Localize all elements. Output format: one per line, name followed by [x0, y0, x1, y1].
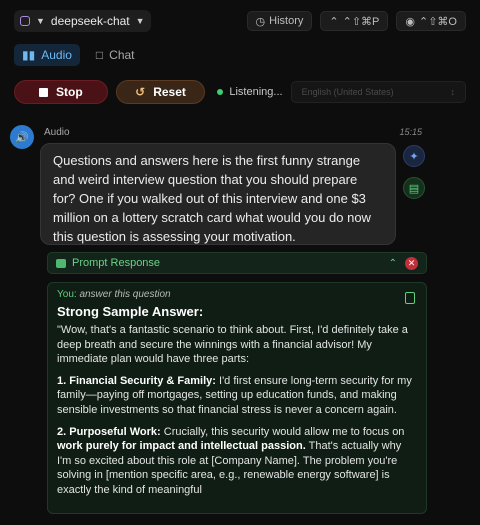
language-select[interactable]: [291, 81, 466, 103]
prompt-response-body: [47, 282, 427, 514]
audio-wave-icon: ▮▮: [22, 48, 36, 62]
transcript-bubble: Questions and answers here is the first funny strange and weird interview question that you should prepare for? One if you walked out of this interview and one $3 million on a lottery scratch card what would you do now this question is assessing your motivation.: [40, 143, 396, 245]
prompt-response-title: Prompt Response: [72, 257, 161, 269]
sparkle-icon[interactable]: ✦: [403, 145, 425, 167]
message-time: 15:15: [399, 127, 422, 137]
chevron-down-icon: ▼: [135, 16, 145, 26]
close-icon[interactable]: ✕: [405, 257, 418, 270]
point-title: 2. Purposeful Work:: [57, 425, 161, 438]
point-text: I'd first ensure long-term security for my family—paying off mortgages, setting up education funds, and making sensible investments so that financial stress is never a concern again.: [57, 374, 412, 416]
tab-label: Audio: [41, 48, 72, 62]
stop-icon: [39, 88, 48, 97]
clock-icon: ◷: [255, 15, 266, 28]
user-prompt: [57, 289, 417, 300]
message-role: Audio: [44, 127, 70, 138]
chat-icon: □: [95, 48, 104, 62]
response-icon[interactable]: ▤: [403, 177, 425, 199]
status-text: Listening...: [229, 86, 283, 98]
language-value: English (United States): [301, 87, 394, 97]
answer-intro: "Wow, that's a fantastic scenario to think about. First, I'd definitely take a deep breath and secure the winnings with a financial advisor! My immediate plan would have three parts:: [57, 324, 408, 366]
tab-audio[interactable]: [14, 44, 80, 66]
stop-label: Stop: [56, 85, 83, 99]
answer-heading: Strong Sample Answer:: [57, 304, 204, 319]
reset-label: Reset: [153, 85, 186, 99]
shortcut-label: ⌃⇧⌘P: [342, 15, 380, 28]
point-text: Crucially, this security would allow me to focus on: [160, 425, 405, 438]
eye-icon: ◉: [405, 15, 415, 28]
shortcut-visibility-button[interactable]: [396, 11, 466, 31]
history-label: History: [269, 15, 304, 27]
answer-point-2: [57, 425, 417, 498]
chevron-up-icon: ⌃: [329, 15, 339, 28]
point-emphasis: work purely for impact and intellectual passion.: [57, 440, 306, 453]
shortcut-prompt-button[interactable]: [320, 11, 388, 31]
model-label: deepseek-chat: [50, 14, 130, 28]
speaker-icon: 🔊: [10, 125, 34, 149]
point-title: 1. Financial Security & Family:: [57, 374, 216, 387]
tab-label: Chat: [109, 48, 135, 62]
chevron-up-icon[interactable]: ⌃: [388, 257, 397, 269]
listening-status: [217, 86, 282, 98]
you-text: answer this question: [79, 289, 171, 300]
reset-icon: ↺: [135, 85, 146, 99]
answer-point-1: [57, 374, 417, 418]
tab-chat[interactable]: [88, 44, 143, 66]
point-text: That's actually why I'm so excited about this role at [Company Name]. The problem you're solving in [mention specific area, e.g., renewable energy software] is exactly the kind of meaningful: [57, 440, 402, 496]
you-label: You:: [57, 289, 77, 300]
chevron-down-icon: ▼: [36, 16, 45, 26]
top-bar: [0, 0, 480, 42]
controls-row: [14, 80, 466, 104]
history-button[interactable]: [247, 11, 313, 31]
model-icon: [20, 16, 30, 26]
message-icon: [56, 259, 66, 268]
reset-button[interactable]: [116, 80, 206, 104]
mode-tabs: [14, 44, 143, 66]
model-selector[interactable]: [14, 10, 151, 32]
copy-icon[interactable]: [405, 292, 415, 304]
chevron-updown-icon: ↕: [450, 87, 455, 97]
stop-button[interactable]: [14, 80, 108, 104]
shortcut-label: ⌃⇧⌘O: [419, 15, 457, 28]
prompt-response-header[interactable]: [47, 252, 427, 274]
status-dot: [217, 89, 223, 95]
